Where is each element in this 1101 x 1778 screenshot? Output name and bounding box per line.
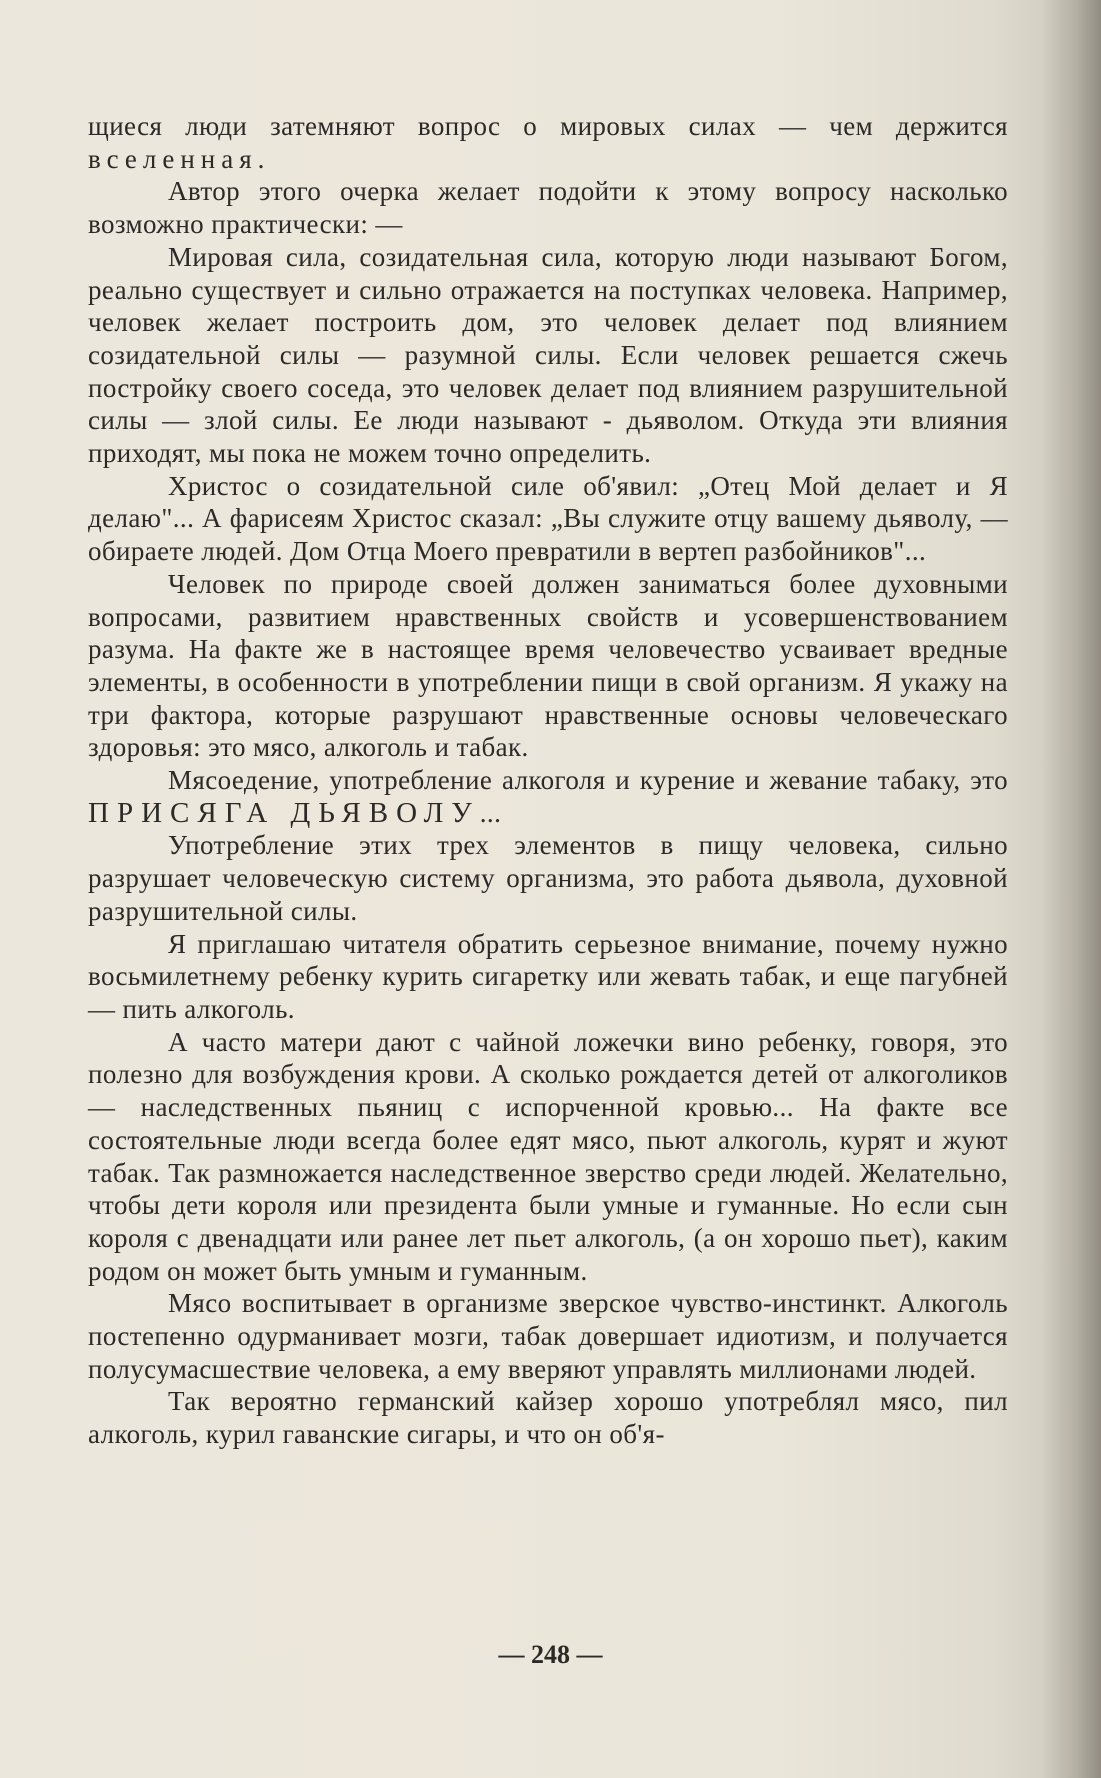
paragraph-text: ...: [479, 797, 502, 828]
paragraph: [88, 764, 1008, 829]
paragraph-text: Мясоедение, употребление алкоголя и курение и жевание табаку, это: [168, 765, 1008, 796]
page-number: — 248 —: [498, 1640, 603, 1669]
paragraph: Христос о созидательной силе об'явил: „Отец Мой делает и Я делаю"... А фарисеям Христос сказал: „Вы служите отцу вашему дьяволу, — обираете людей. Дом Отца Моего превратили в вертеп разбойников"...: [88, 470, 1008, 567]
paragraph: Мясо воспитывает в организме зверское чувство-инстинкт. Алкоголь постепенно одурманивает мозги, табак довершает идиотизм, и получается полусумасшествие человека, а ему вверяют управлять миллионами людей.: [88, 1288, 1008, 1384]
paragraph: [88, 110, 1008, 175]
paragraph-text: щиеся люди затемняют вопрос о мировых силах — чем держится: [88, 111, 1008, 141]
paragraph: Так вероятно германский кайзер хорошо употреблял мясо, пил алкоголь, курил гаванские сигары, и что он об'я-: [88, 1386, 1008, 1450]
page-text: [88, 110, 1008, 1451]
page-edge-shadow: [1041, 0, 1101, 1778]
paragraph: А часто матери дают с чайной ложечки вино ребенку, говоря, это полезно для возбуждения крови. А сколько рождается детей от алкоголиков — наследственных пьяниц с испорченной кровью... На факте все состоятельные люди всегда более едят мясо, пьют алкоголь, курят и жуют табак. Так размножается наследственное зверство среди людей. Желательно, чтобы дети короля или президента были умные и гуманные. Но если сын короля с двенадцати или ранее лет пьет алкоголь, (а он хорошо пьет), каким родом он может быть умным и гуманным.: [88, 1026, 1008, 1286]
paragraph-text: .: [257, 143, 265, 174]
paragraph: Мировая сила, созидательная сила, которую люди называют Богом, реально существует и сильно отражается на поступках человека. Например, человек желает построить дом, это человек делает под влиянием созидательной силы — разумной силы. Если человек решается сжечь постройку своего соседа, это человек делает под влиянием разрушительной силы — злой силы. Ее люди называют - дьяволом. Откуда эти влияния приходят, мы пока не можем точно определить.: [88, 241, 1008, 469]
paragraph: Автор этого очерка желает подойти к этому вопросу насколько возможно практически: —: [88, 176, 1008, 240]
paragraph: Употребление этих трех элементов в пищу человека, сильно разрушает человеческую систему организма, это работа дьявола, духовной разрушительной силы.: [88, 830, 1008, 926]
spaced-phrase: ПРИСЯГА ДЬЯВОЛУ: [88, 796, 480, 829]
spaced-word: вселенная: [88, 143, 258, 174]
paragraph: Человек по природе своей должен заниматься более духовными вопросами, развитием нравственных свойств и усовершенствованием разума. На факте же в настоящее время человечество усваивает вредные элементы, в особенности в употреблении пищи в свой организм. Я укажу на три фактора, которые разрушают нравственные основы человеческаго здоровья: это мясо, алкоголь и табак.: [88, 568, 1008, 763]
paragraph: Я приглашаю читателя обратить серьезное внимание, почему нужно восьмилетнему ребенку курить сигаретку или жевать табак, и еще пагубней — пить алкоголь.: [88, 928, 1008, 1024]
